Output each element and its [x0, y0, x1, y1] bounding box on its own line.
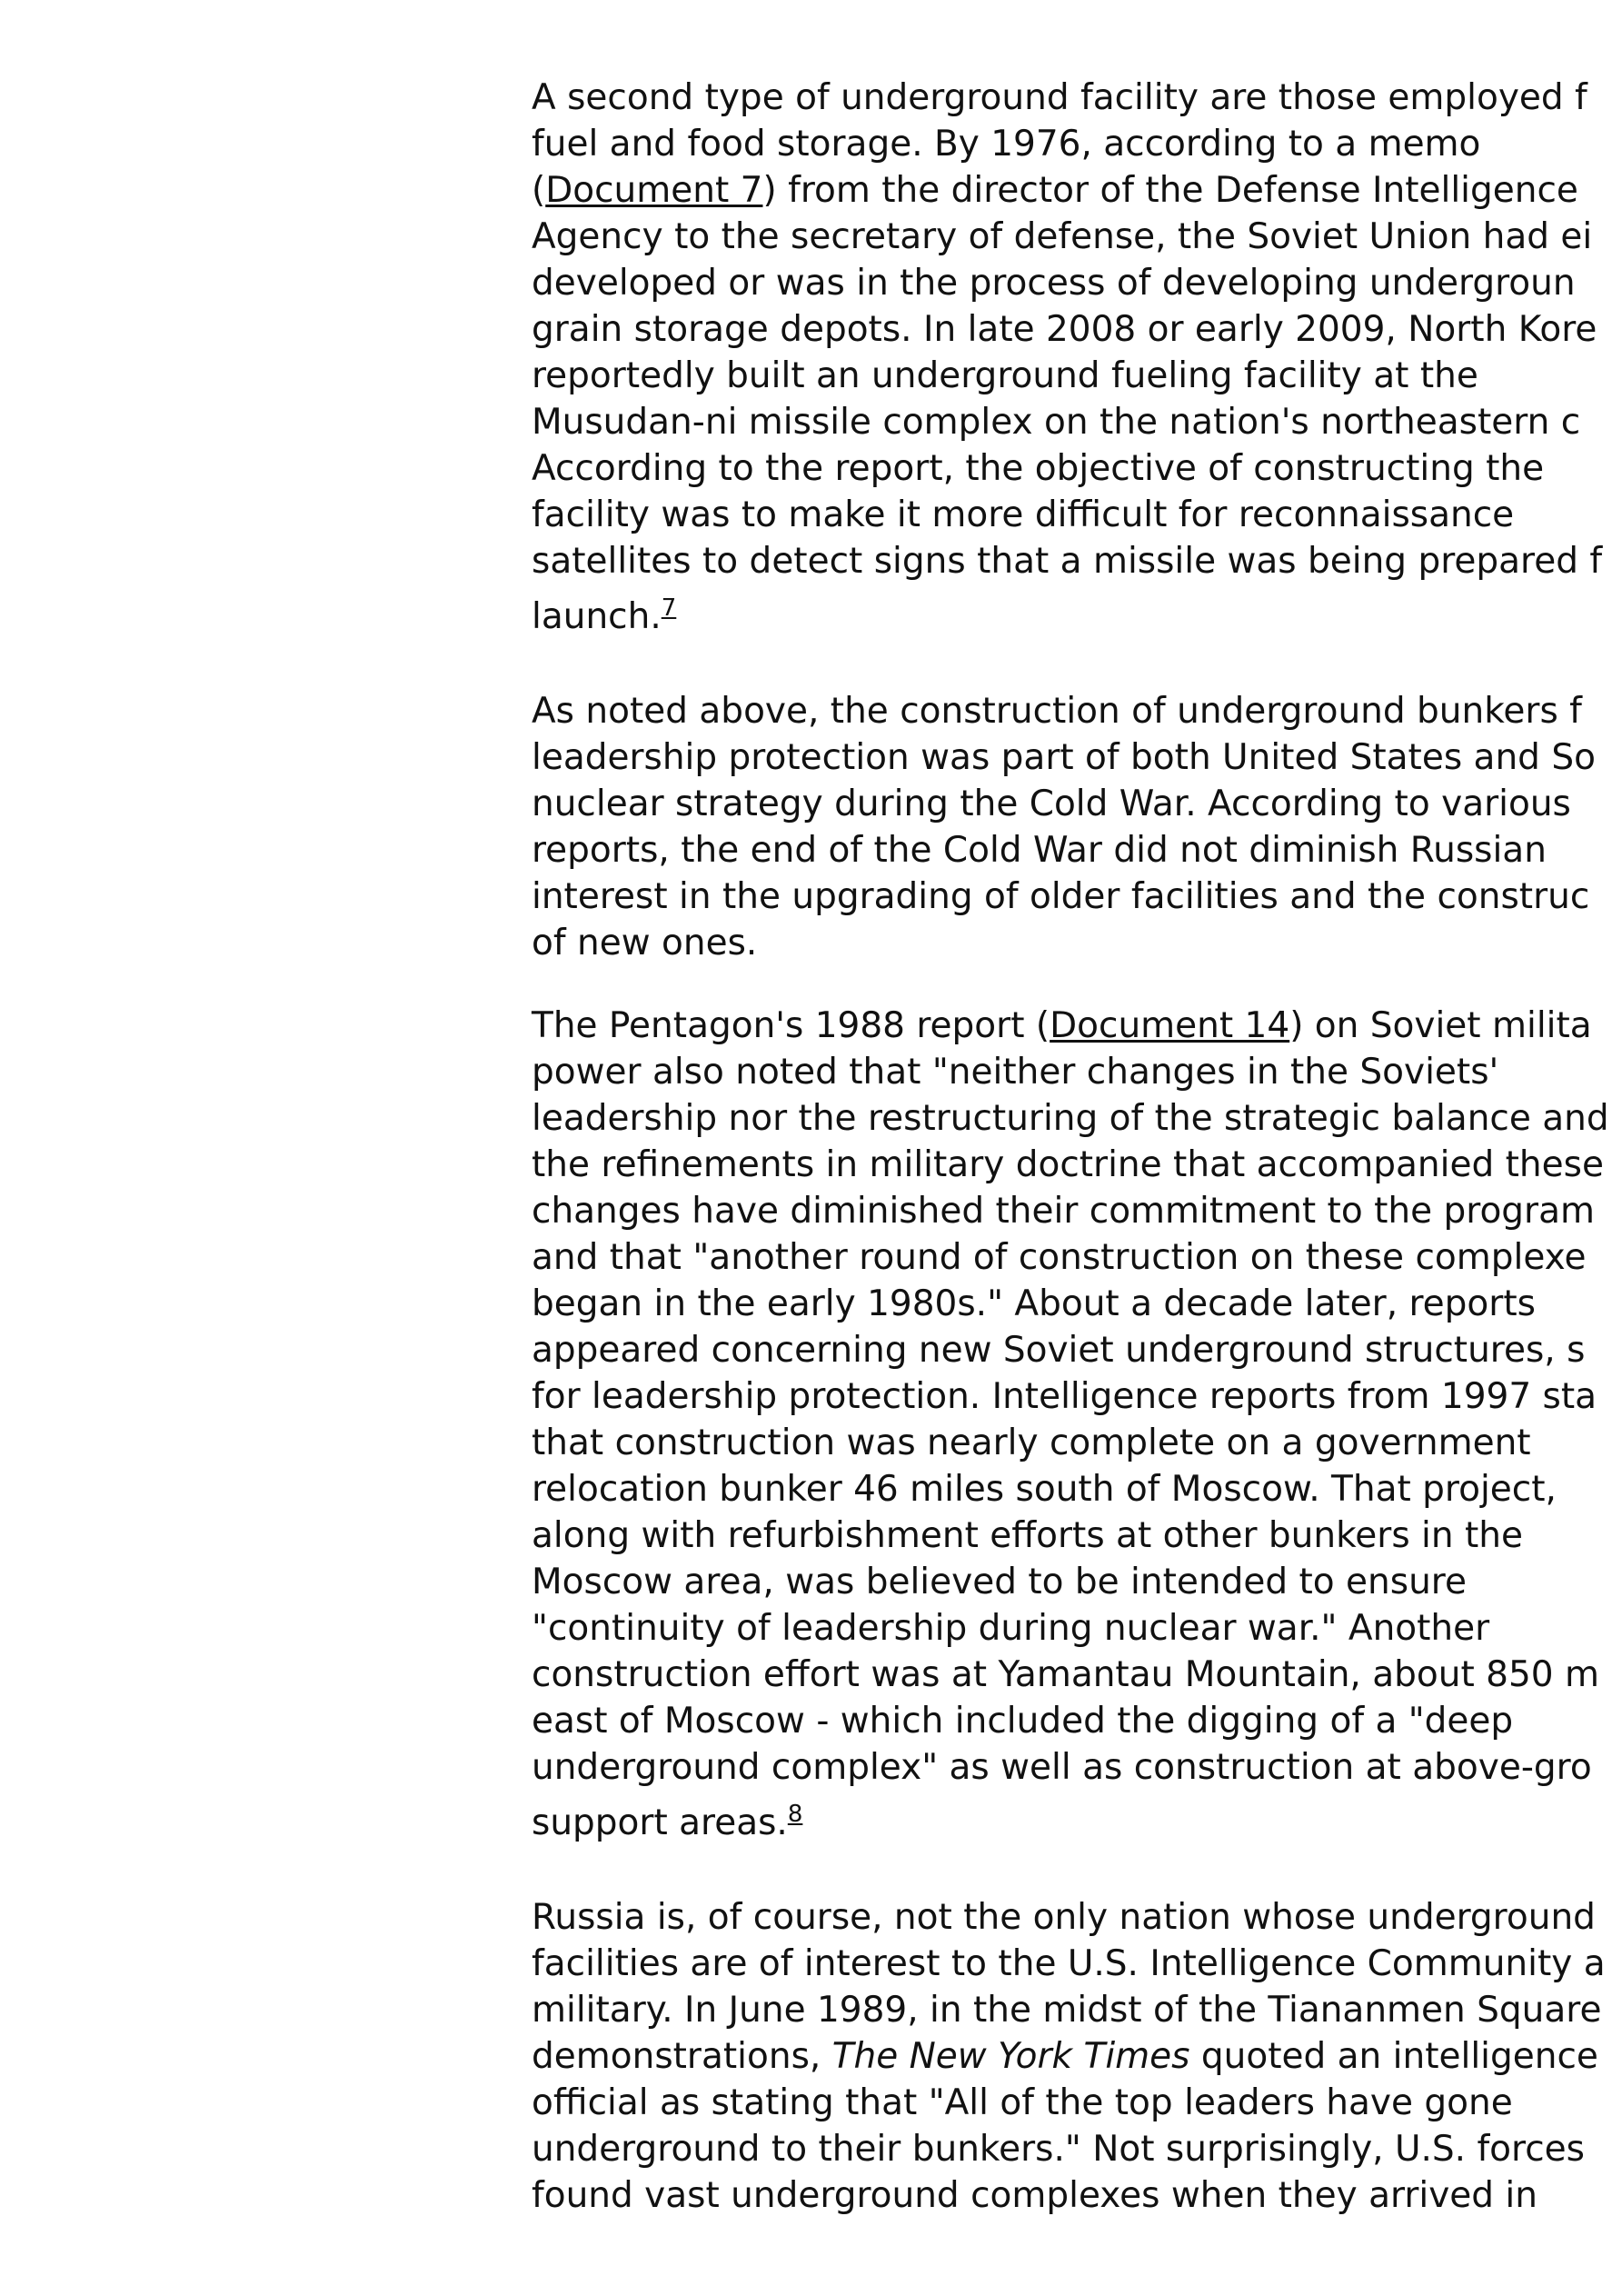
text-segment: developed or was in the process of developing undergroun [532, 263, 1576, 304]
text-line [532, 584, 1622, 652]
text-segment: for leadership protection. Intelligence reports from 1997 sta [532, 1376, 1597, 1417]
text-line [532, 492, 1622, 538]
text-segment: ) from the director of the Defense Intelligence [762, 170, 1578, 211]
text-line [532, 1605, 1622, 1652]
text-segment: leadership nor the restructuring of the strategic balance and [532, 1098, 1609, 1139]
text-segment: According to the report, the objective of constructing the [532, 448, 1545, 489]
text-segment: relocation bunker 46 miles south of Moscow. That project, [532, 1469, 1557, 1510]
text-segment: A second type of underground facility are those employed f [532, 77, 1587, 118]
text-segment: demonstrations, [532, 2036, 832, 2077]
text-segment: the refinements in military doctrine that accompanied these [532, 1144, 1604, 1185]
text-segment: satellites to detect signs that a missile was being prepared f [532, 541, 1603, 582]
text-segment: found vast underground complexes when they arrived in [532, 2175, 1537, 2216]
text-segment: east of Moscow - which included the digging of a "deep [532, 1701, 1514, 1742]
text-line [532, 214, 1622, 260]
text-segment: underground complex" as well as construction at above-gro [532, 1747, 1592, 1788]
text-segment: and that "another round of construction on these complexe [532, 1237, 1587, 1278]
text-segment: facilities are of interest to the U.S. Intelligence Community a [532, 1943, 1606, 1984]
text-line [532, 1049, 1622, 1095]
text-segment: The Pentagon's 1988 report ( [532, 1005, 1050, 1046]
text-line [532, 827, 1622, 873]
text-segment: began in the early 1980s." About a decade later, reports [532, 1283, 1536, 1324]
document-link[interactable]: Document 14 [1050, 1005, 1290, 1046]
text-line [532, 445, 1622, 492]
text-segment: launch. [532, 596, 662, 637]
text-segment: reports, the end of the Cold War did not diminish Russian [532, 830, 1547, 871]
text-segment: facility was to make it more difficult for reconnaissance [532, 494, 1515, 535]
text-segment: quoted an intelligence [1189, 2036, 1598, 2077]
text-line [532, 734, 1622, 781]
text-line [532, 1791, 1622, 1858]
text-line [532, 1894, 1622, 1941]
text-line [532, 2080, 1622, 2126]
text-segment: nuclear strategy during the Cold War. According to various [532, 784, 1571, 824]
text-line [532, 920, 1622, 966]
text-line [532, 1941, 1622, 1987]
text-line [532, 2172, 1622, 2219]
text-line [532, 1095, 1622, 1142]
text-line [532, 1327, 1622, 1373]
text-segment: Moscow area, was believed to be intended to ensure [532, 1562, 1467, 1602]
text-line [532, 260, 1622, 306]
text-segment: underground to their bunkers." Not surprisingly, U.S. forces [532, 2129, 1585, 2170]
text-line [532, 1559, 1622, 1605]
text-line [532, 1466, 1622, 1512]
text-segment: reportedly built an underground fueling facility at the [532, 355, 1478, 396]
text-segment: changes have diminished their commitment to the program [532, 1191, 1595, 1232]
paragraph [532, 75, 1622, 652]
text-segment: interest in the upgrading of older facilities and the construc [532, 876, 1590, 917]
text-segment: leadership protection was part of both United States and So [532, 737, 1596, 778]
text-line [532, 399, 1622, 445]
text-line [532, 1142, 1622, 1188]
text-segment: Musudan-ni missile complex on the nation's northeastern c [532, 402, 1581, 443]
text-segment: grain storage depots. In late 2008 or early 2009, North Kore [532, 309, 1597, 350]
text-segment: "continuity of leadership during nuclear war." Another [532, 1608, 1490, 1649]
text-line [532, 167, 1622, 214]
text-line [532, 1188, 1622, 1234]
text-line [532, 688, 1622, 734]
text-line [532, 1281, 1622, 1327]
footnote-link[interactable]: 7 [661, 594, 677, 622]
text-segment: along with refurbishment efforts at other bunkers in the [532, 1515, 1524, 1556]
text-line [532, 121, 1622, 167]
text-segment: Agency to the secretary of defense, the Soviet Union had ei [532, 216, 1593, 257]
publication-title: The New York Times [831, 2036, 1190, 2077]
text-line [532, 1420, 1622, 1466]
text-line [532, 873, 1622, 920]
text-line [532, 306, 1622, 353]
text-segment: ) on Soviet milita [1289, 1005, 1592, 1046]
text-line [532, 1652, 1622, 1698]
text-line [532, 1744, 1622, 1791]
text-line [532, 1373, 1622, 1420]
text-line [532, 353, 1622, 399]
text-line [532, 538, 1622, 584]
text-segment: support areas. [532, 1802, 788, 1843]
text-segment: that construction was nearly complete on a government [532, 1423, 1531, 1463]
text-line [532, 1987, 1622, 2033]
paragraph [532, 1894, 1622, 2219]
footnote-link[interactable]: 8 [787, 1801, 803, 1828]
text-line [532, 1512, 1622, 1559]
paragraph [532, 1003, 1622, 1858]
text-line [532, 75, 1622, 121]
text-segment: Russia is, of course, not the only nation whose underground [532, 1897, 1596, 1938]
text-segment: ( [532, 170, 546, 211]
text-segment: construction effort was at Yamantau Mountain, about 850 m [532, 1654, 1599, 1695]
text-segment: military. In June 1989, in the midst of the Tiananmen Square [532, 1990, 1602, 2031]
text-segment: power also noted that "neither changes in the Soviets' [532, 1052, 1499, 1093]
text-line [532, 2126, 1622, 2172]
text-segment: As noted above, the construction of underground bunkers f [532, 691, 1582, 732]
article-body [532, 75, 1622, 2255]
text-segment: of new ones. [532, 923, 758, 963]
text-segment: fuel and food storage. By 1976, according to a memo [532, 124, 1481, 165]
text-line [532, 781, 1622, 827]
text-line [532, 1234, 1622, 1281]
text-line [532, 1698, 1622, 1744]
text-line [532, 2033, 1622, 2080]
text-segment: appeared concerning new Soviet underground structures, s [532, 1330, 1586, 1371]
text-segment: official as stating that "All of the top leaders have gone [532, 2082, 1513, 2123]
paragraph [532, 688, 1622, 966]
document-link[interactable]: Document 7 [545, 170, 763, 211]
text-line [532, 1003, 1622, 1049]
